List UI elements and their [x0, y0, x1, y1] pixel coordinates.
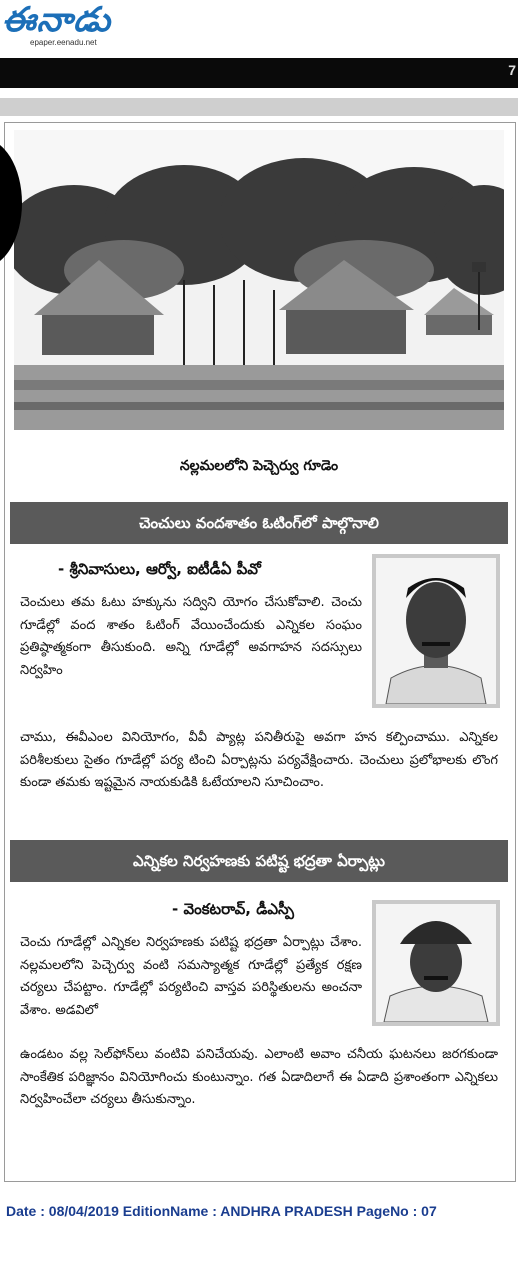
- section2-heading: ఎన్నికల నిర్వహణకు పటిష్ట భద్రతా ఏర్పాట్లు: [10, 840, 508, 882]
- edition-footer: Date : 08/04/2019 EditionName : ANDHRA PRADESH PageNo : 07: [6, 1203, 437, 1219]
- photo-caption: నల్లమలలోని పెచ్చెర్వు గూడెం: [179, 458, 339, 474]
- logo-url[interactable]: epaper.eenadu.net: [30, 38, 97, 47]
- section1-text-wide: చాము, ఈవీఎంల వినియోగం, వీవీ ప్యాట్ల పనితీరుపై అవగా హన కల్పించాము. ఎన్నికల పరిశీలకులు సైతం గూడేల్లో పర్య టించి ఏర్పాట్లను పర్యవేక్షించారు. చెంచులు ప్రలోభాలకు లొంగ కుండా తమకు ఇష్టమైన నాయకుడికి ఓటేయాలని సూచించాం.: [20, 730, 498, 790]
- section1-text-narrow: చెంచులు తమ ఓటు హక్కును సద్విని యోగం చేసుకోవాలి. చెంచు గూడేల్లో వంద శాతం ఓటింగ్ వేయించేందుకు ఎన్నికల సంఘం ప్రతిష్ఠాత్మకంగా తీసుకుంది. అన్ని గూడేల్లో అవగాహన సదస్సులు నిర్వహిం: [20, 595, 362, 678]
- portrait-venkatarao: [372, 900, 500, 1026]
- eenadu-logo[interactable]: ఈనాడు: [2, 0, 112, 40]
- section2-text-narrow: చెంచు గూడేల్లో ఎన్నికల నిర్వహణకు పటిష్ట భద్రతా ఏర్పాట్లు చేశాం. నల్లమలలోని పెచ్చెర్వు వంటి సమస్యాత్మక గూడేల్లో ప్రత్యేక రక్షణ చర్యలు చేపట్టాం. గూడేల్లో పర్యటించి వాస్తవ పరిస్థితులను అంచనా వేశాం. అడవిలో: [20, 935, 362, 1018]
- section1-heading: చెంచులు వందశాతం ఓటింగ్‌లో పాల్గొనాలి: [10, 502, 508, 544]
- village-photo: [14, 130, 504, 430]
- portrait-srinivasulu: [372, 554, 500, 708]
- top-black-bar: [0, 58, 518, 88]
- section1-byline: - శ్రీనివాసులు, ఆర్వో, ఐటీడీఏ పీవో: [58, 560, 261, 578]
- page-corner-number: 7: [508, 62, 516, 78]
- grey-strip: [0, 98, 518, 116]
- section2-text-wide: ఉండటం వల్ల సెల్‌ఫోన్‌లు వంటివి పనిచేయవు. ఎలాంటి అవాం చనీయ ఘటనలు జరగకుండా సాంకేతిక పరిజ్ఞానం వినియోగించు కుంటున్నాం. గత ఏడాదిలాగే ఈ ఏడాది ప్రశాంతంగా ఎన్నికలు నిర్వహించేలా చర్యలు తీసుకున్నాం.: [20, 1047, 498, 1107]
- masthead: [0, 0, 518, 56]
- section2-byline: - వెంకటరావ్, డీఎస్పీ: [172, 900, 294, 918]
